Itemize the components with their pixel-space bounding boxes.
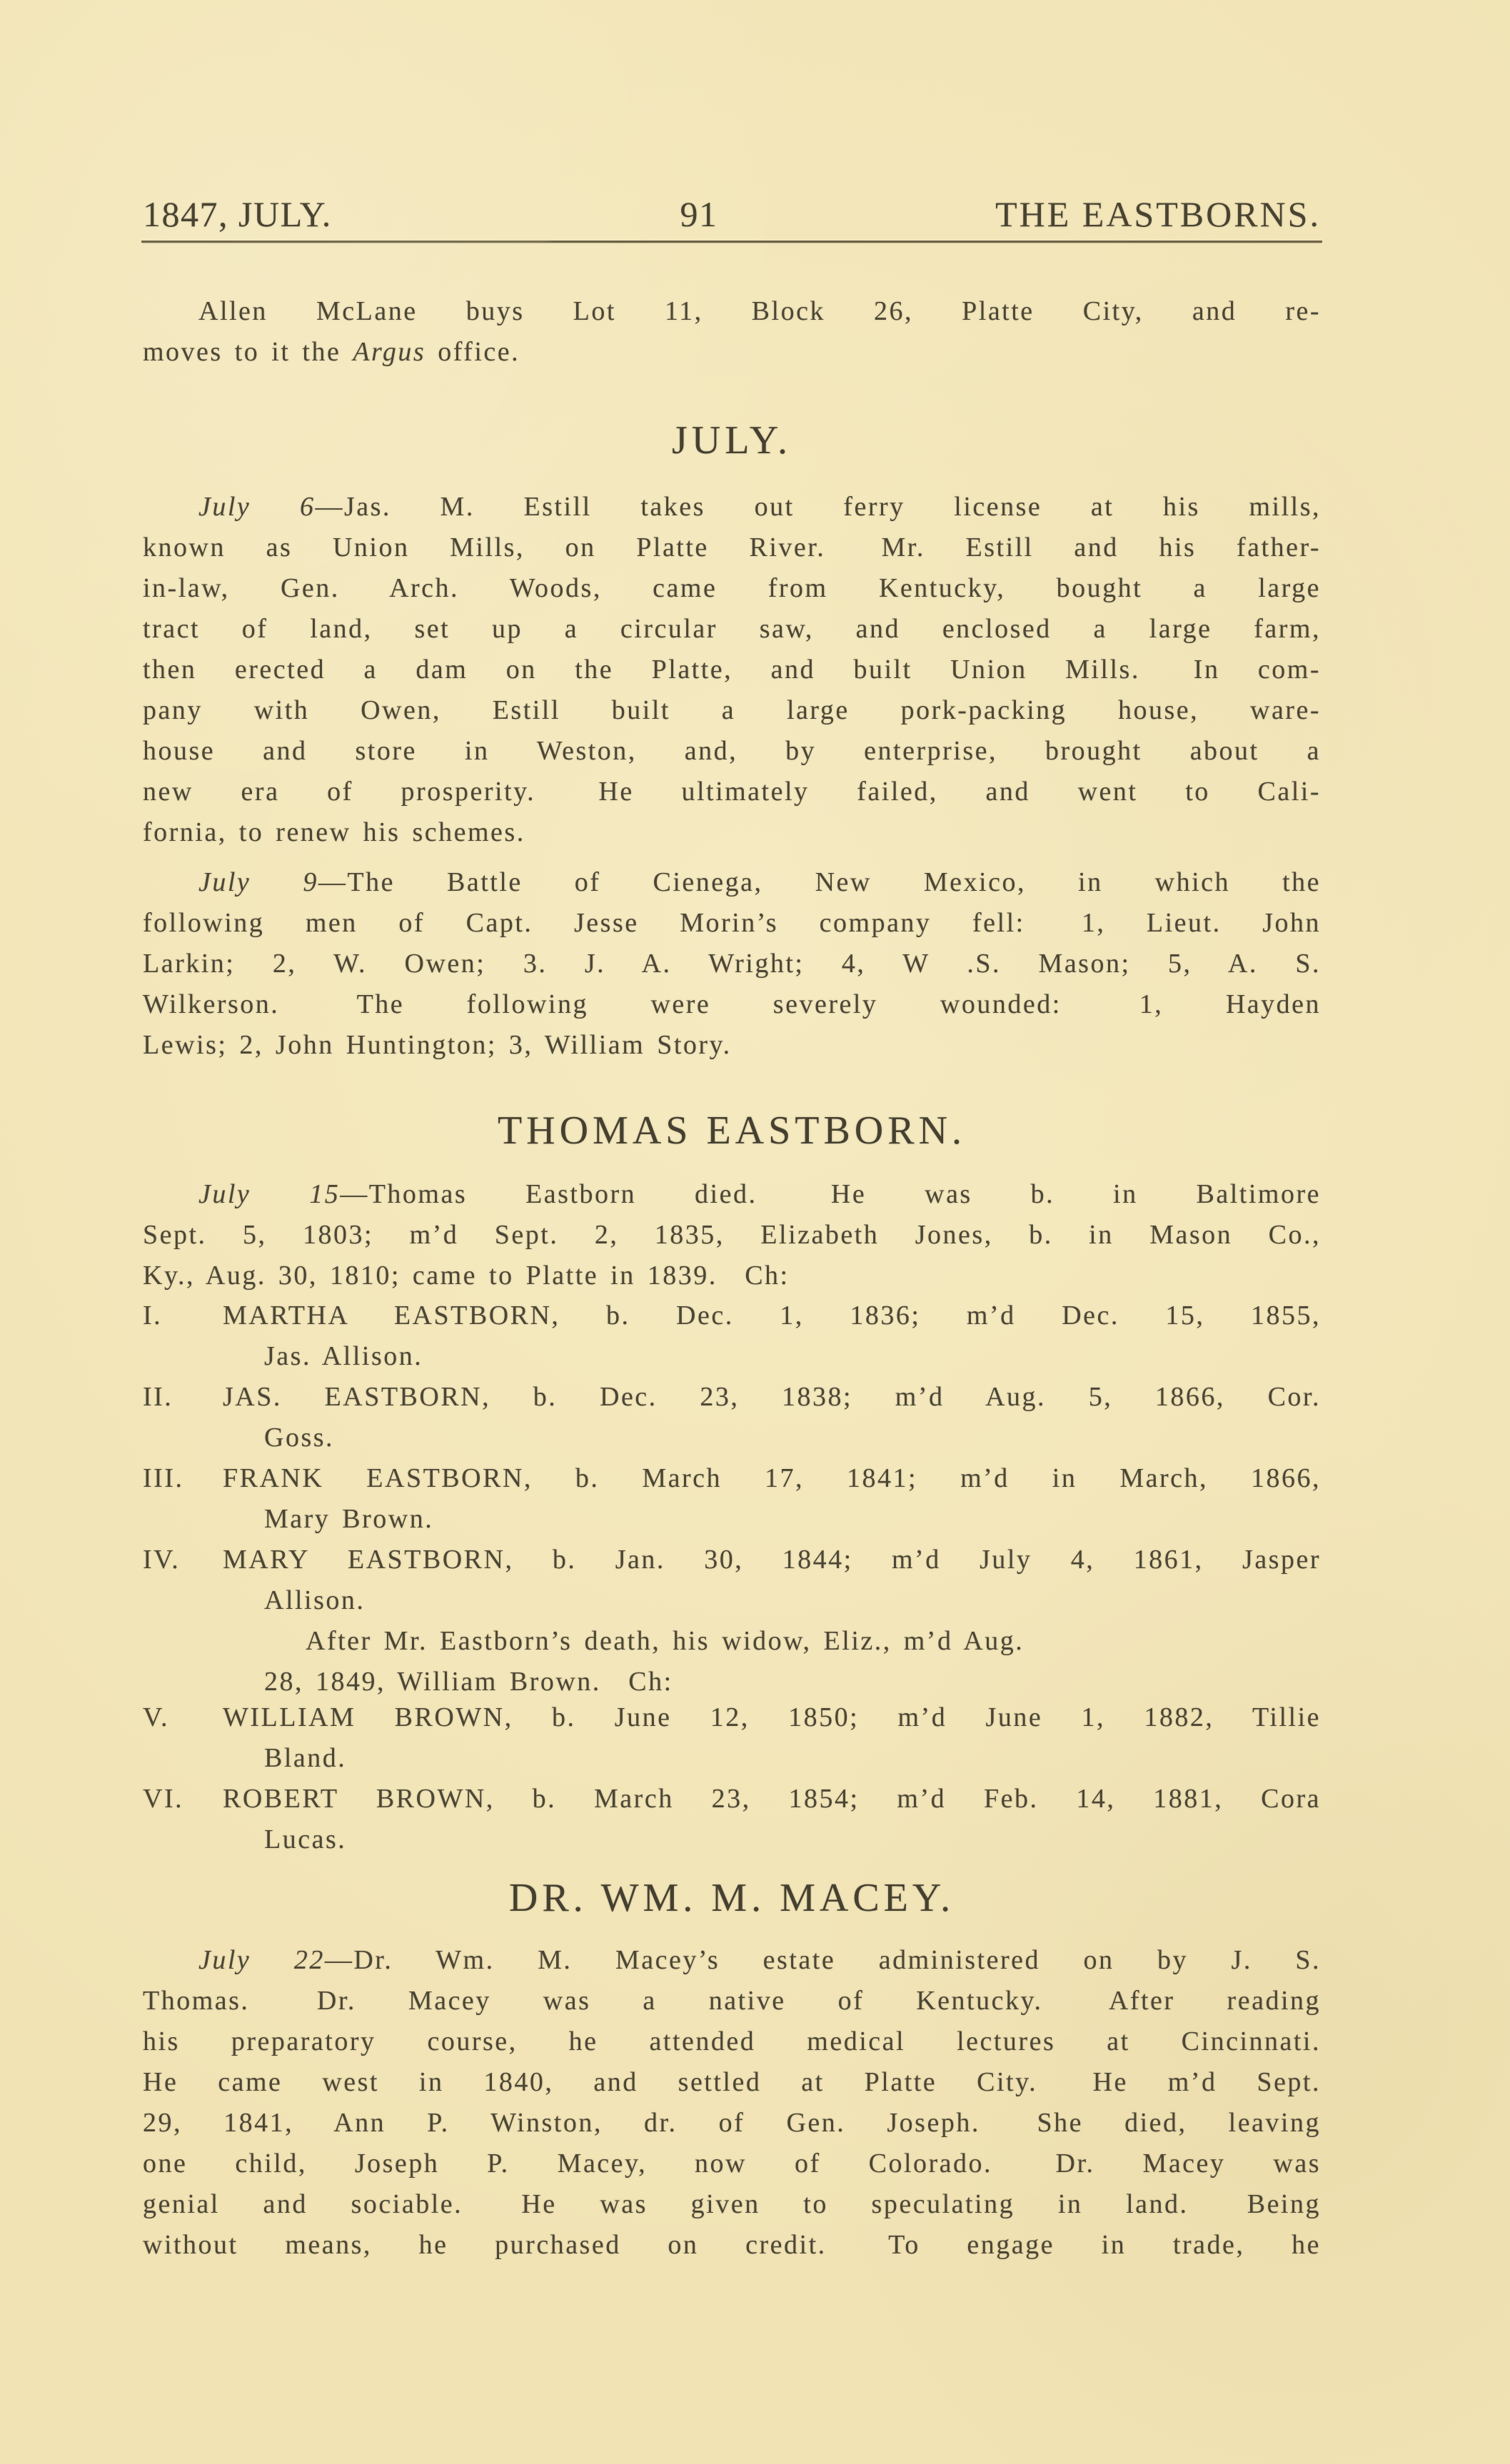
children-list-brown	[143, 1697, 1321, 1860]
italic-text: July 9	[198, 867, 318, 897]
list-numeral: VI.	[143, 1784, 184, 1814]
text-line	[143, 1580, 1321, 1621]
text-segment: He came west in 1840, and settled at Platte City. He m’d Sept.	[143, 2067, 1321, 2097]
para-widow-remarriage	[143, 1621, 1321, 1702]
list-numeral: I.	[143, 1301, 163, 1331]
text-line	[143, 1662, 1321, 1702]
text-segment: JAS. EASTBORN, b. Dec. 23, 1838; m’d Aug. 5, 1866, Cor.	[223, 1382, 1321, 1412]
text-segment: following men of Capt. Jesse Morin’s company fell: 1, Lieut. John	[143, 908, 1321, 938]
text-segment: Lewis; 2, John Huntington; 3, William Story.	[143, 1030, 732, 1060]
text-segment: 29, 1841, Ann P. Winston, dr. of Gen. Joseph. She died, leaving	[143, 2108, 1321, 2138]
text-segment: WILLIAM BROWN, b. June 12, 1850; m’d June 1, 1882, Tillie	[223, 1702, 1321, 1732]
text-line	[143, 1256, 1321, 1296]
text-line	[143, 291, 1321, 332]
text-segment: in-law, Gen. Arch. Woods, came from Kentucky, bought a large	[143, 573, 1321, 603]
text-line	[143, 1738, 1321, 1779]
heading-july: JULY.	[671, 418, 792, 463]
text-segment: without means, he purchased on credit. To engage in trade, he	[143, 2230, 1321, 2260]
text-line	[143, 862, 1321, 903]
running-header	[143, 194, 1321, 234]
italic-text: July 15	[198, 1179, 341, 1209]
text-segment: After Mr. Eastborn’s death, his widow, Eliz., m’d Aug.	[306, 1626, 1025, 1656]
list-numeral: V.	[143, 1702, 170, 1732]
text-line	[143, 1940, 1321, 1981]
text-line	[143, 731, 1321, 772]
text-line	[143, 1296, 1321, 1336]
text-line	[143, 1819, 1321, 1860]
text-line	[143, 772, 1321, 812]
text-line	[143, 903, 1321, 944]
text-segment: Allison.	[264, 1585, 366, 1615]
text-line	[143, 1981, 1321, 2021]
italic-text: Argus	[353, 337, 426, 367]
text-segment: Sept. 5, 1803; m’d Sept. 2, 1835, Elizabeth Jones, b. in Mason Co.,	[143, 1220, 1321, 1250]
text-line	[143, 2062, 1321, 2103]
para-allen-mclane	[143, 291, 1321, 373]
text-segment: his preparatory course, he attended medical lectures at Cincinnati.	[143, 2026, 1321, 2056]
text-segment: MARY EASTBORN, b. Jan. 30, 1844; m’d July 4, 1861, Jasper	[223, 1545, 1321, 1575]
text-segment: Jas. Allison.	[264, 1341, 423, 1371]
text-line	[143, 1779, 1321, 1819]
heading-dr-macey: DR. WM. M. MACEY.	[508, 1876, 955, 1920]
text-segment: then erected a dam on the Platte, and built Union Mills. In com-	[143, 655, 1321, 685]
text-line	[143, 650, 1321, 690]
text-line	[143, 1215, 1321, 1256]
italic-text: July 22	[198, 1945, 325, 1975]
text-line	[143, 2225, 1321, 2266]
text-line	[143, 944, 1321, 984]
text-line	[143, 1499, 1321, 1540]
text-segment: Larkin; 2, W. Owen; 3. J. A. Wright; 4, W .S. Mason; 5, A. S.	[143, 949, 1321, 979]
header-date: 1847, JULY.	[143, 194, 332, 234]
text-segment: fornia, to renew his schemes.	[143, 817, 525, 847]
text-line	[143, 568, 1321, 609]
text-segment: ROBERT BROWN, b. March 23, 1854; m’d Feb. 14, 1881, Cora	[223, 1784, 1321, 1814]
text-segment: Mary Brown.	[264, 1504, 434, 1534]
text-line	[143, 609, 1321, 650]
text-line	[143, 487, 1321, 527]
text-segment: —Dr. Wm. M. Macey’s estate administered on by J. S.	[324, 1945, 1322, 1975]
text-line	[143, 1174, 1321, 1215]
text-segment: Goss.	[264, 1423, 335, 1453]
text-segment: Lucas.	[264, 1824, 347, 1854]
text-segment: one child, Joseph P. Macey, now of Colorado. Dr. Macey was	[143, 2149, 1321, 2178]
text-segment: tract of land, set up a circular saw, and enclosed a large farm,	[143, 614, 1321, 644]
para-july-15	[143, 1174, 1321, 1296]
text-segment: 28, 1849, William Brown. Ch:	[264, 1667, 673, 1697]
text-segment: Ky., Aug. 30, 1810; came to Platte in 1839. Ch:	[143, 1261, 790, 1291]
text-segment: —Thomas Eastborn died. He was b. in Baltimore	[340, 1179, 1321, 1209]
text-segment: office.	[426, 337, 520, 367]
text-line	[143, 2144, 1321, 2184]
text-segment: —The Battle of Cienega, New Mexico, in which the	[318, 867, 1321, 897]
list-numeral: II.	[143, 1382, 173, 1412]
text-line	[143, 1621, 1321, 1662]
text-line	[143, 1025, 1321, 1066]
text-segment: house and store in Weston, and, by enterprise, brought about a	[143, 736, 1321, 766]
text-segment: known as Union Mills, on Platte River. Mr. Estill and his father-	[143, 532, 1321, 562]
heading-thomas-eastborn: THOMAS EASTBORN.	[497, 1109, 967, 1153]
list-numeral: III.	[143, 1463, 184, 1493]
para-july-6	[143, 487, 1321, 853]
text-line	[143, 2103, 1321, 2144]
header-rule	[141, 241, 1322, 243]
text-line	[143, 332, 1321, 373]
text-line	[143, 1458, 1321, 1499]
list-numeral: IV.	[143, 1545, 181, 1575]
italic-text: July 6	[198, 492, 316, 522]
text-segment: Thomas. Dr. Macey was a native of Kentucky. After reading	[143, 1986, 1321, 2016]
text-line	[143, 1336, 1321, 1377]
text-line	[143, 2184, 1321, 2225]
text-line	[143, 527, 1321, 568]
text-segment: new era of prosperity. He ultimately failed, and went to Cali-	[143, 777, 1321, 807]
text-line	[143, 984, 1321, 1025]
text-segment: FRANK EASTBORN, b. March 17, 1841; m’d in March, 1866,	[223, 1463, 1321, 1493]
para-july-22	[143, 1940, 1321, 2266]
text-segment: pany with Owen, Estill built a large pork-packing house, ware-	[143, 695, 1321, 725]
text-segment: genial and sociable. He was given to speculating in land. Being	[143, 2189, 1321, 2219]
text-line	[143, 812, 1321, 853]
text-segment: Bland.	[264, 1743, 347, 1773]
text-segment: MARTHA EASTBORN, b. Dec. 1, 1836; m’d Dec. 15, 1855,	[223, 1301, 1321, 1331]
text-line	[143, 1418, 1321, 1458]
text-segment: moves to it the	[143, 337, 353, 367]
text-line	[143, 1540, 1321, 1580]
text-segment: —Jas. M. Estill takes out ferry license at his mills,	[315, 492, 1322, 522]
text-segment: Wilkerson. The following were severely wounded: 1, Hayden	[143, 989, 1321, 1019]
text-line	[143, 2021, 1321, 2062]
text-line	[143, 1697, 1321, 1738]
page-number: 91	[680, 194, 718, 234]
text-line	[143, 690, 1321, 731]
text-segment: Allen McLane buys Lot 11, Block 26, Platte City, and re-	[198, 296, 1321, 326]
para-july-9	[143, 862, 1321, 1066]
children-list-eastborn	[143, 1296, 1321, 1621]
header-title: THE EASTBORNS.	[995, 194, 1321, 234]
text-line	[143, 1377, 1321, 1418]
